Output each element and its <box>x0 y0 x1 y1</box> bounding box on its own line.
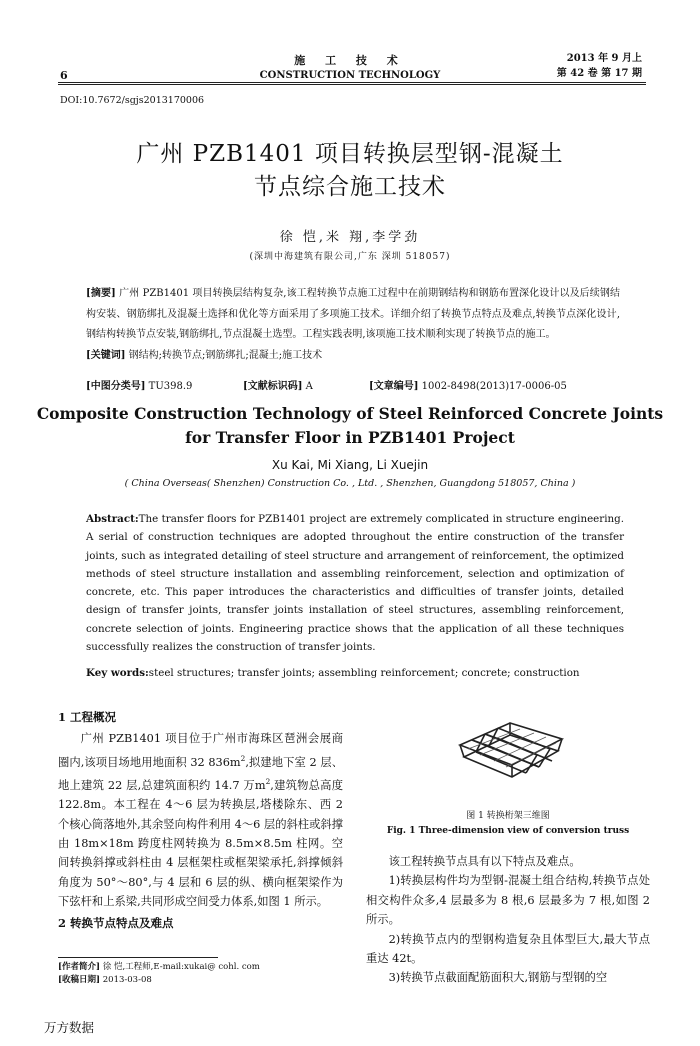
doc-code-value: A <box>305 381 313 392</box>
doc-code-label: [文献标识码] <box>243 381 303 392</box>
title-en-line1: Composite Construction Technology of Steel Reinforced Concrete Joints <box>36 404 664 423</box>
title-cn <box>0 138 700 204</box>
title-cn-line2: 节点综合施工技术 <box>254 174 446 200</box>
issue-info <box>557 51 642 81</box>
section1-paragraph <box>58 729 343 911</box>
article-no-value: 1002-8498(2013)17-0006-05 <box>421 381 567 392</box>
abstract-cn <box>86 284 620 366</box>
journal-name-cn: 施 工 技 术 <box>294 54 406 67</box>
keywords-en <box>86 667 624 679</box>
affiliation-cn: (深圳中海建筑有限公司,广东 深圳 518057) <box>249 252 451 262</box>
received-date-label: [收稿日期] <box>58 975 101 985</box>
keywords-en-label: Key words: <box>86 667 149 679</box>
title-en-line2: for Transfer Floor in PZB1401 Project <box>185 428 515 447</box>
keywords-cn-label: [关键词] <box>86 349 126 361</box>
author-bio-label: [作者简介] <box>58 962 101 972</box>
abstract-en-text: The transfer floors for PZB1401 project are extremely complicated in structure engineering. A serial of construction techniques are adopted throughout the entire construction of the transfer joints, such as integrated detailing of steel structure and arrangement of reinforcement, the optimized methods of steel structure installation and assembling reinforcement, selection and optimization of concrete, etc. This paper introduces the characteristics and difficulties of transfer joints, detailed design of transfer joints, transfer joints installation of steel structures, assembling reinforcement, concrete selection of joints. Engineering practice shows that the application of all these techniques successfully realizes the construction of transfer joints. <box>86 513 624 654</box>
article-no-label: [文章编号] <box>369 381 419 392</box>
figure-1-truss <box>450 705 570 785</box>
section2-intro: 该工程转换节点具有以下特点及难点。 <box>388 855 581 868</box>
superscript-2b: 2 <box>265 776 271 786</box>
watermark: 万方数据 <box>44 1020 95 1035</box>
abstract-en-label: Abstract: <box>86 513 139 525</box>
affiliation-en: ( China Overseas( Shenzhen) Construction Co. , Ltd. , Shenzhen, Guangdong 518057, China ) <box>124 478 576 489</box>
volume-issue: 第 42 卷 第 17 期 <box>556 68 642 79</box>
abstract-cn-text: 广州 PZB1401 项目转换层结构复杂,该工程转换节点施工过程中在前期钢结构和钢筋布置深化设计以及后续钢结构安装、钢筋绑扎及混凝土选择和优化等方面采用了多项施工技术。详细介绍了转换节点特点及难点,转换节点深化设计,钢结构转换节点安装,钢筋绑扎,节点混凝土选型。工程实践表明,该项施工技术顺利实现了转换节点的施工。 <box>86 288 621 340</box>
title-cn-line1: 广州 PZB1401 项目转换层型钢-混凝土 <box>136 141 564 167</box>
section1-text-a: 广州 PZB1401 项目位于广州市海珠区琶洲会展商圈内,该项目场地用地面积 32 836m <box>58 732 343 769</box>
received-date-text: 2013-03-08 <box>102 975 152 985</box>
truss-3d-icon <box>450 705 570 785</box>
footnote-rule <box>58 957 218 958</box>
figure-1-caption-en: Fig. 1 Three-dimension view of conversion truss <box>386 826 630 836</box>
section1-text-c: ,建筑物总高度 122.8m。本工程在 4～6 层为转换层,塔楼除东、西 2 个核心筒落地外,其余竖向构件利用 4～6 层的斜柱或斜撑由 18m×18m 跨度柱网转换为 8.5m×8.5m 柱网。空间转换斜撑或斜柱由 4 层框架柱或框架梁承托,斜撑倾斜角度为 50°～80°,与 4 层和 6 层的纵、横向框架梁作为下弦杆和上系梁,共同形成空间受力体系,如图 1 所示。 <box>58 778 343 909</box>
keywords-en-text: steel structures; transfer joints; assembling reinforcement; concrete; construction <box>148 667 580 679</box>
header-rule-2 <box>58 84 646 85</box>
authors-cn: 徐 恺,米 翔,李学劲 <box>279 230 421 245</box>
issue-date: 2013 年 9 月上 <box>566 53 642 64</box>
keywords-cn-text: 钢结构;转换节点;钢筋绑扎;混凝土;施工技术 <box>128 349 323 361</box>
superscript-2a: 2 <box>240 753 246 763</box>
author-bio-text: 徐 恺,工程师,E-mail:xukai@ cohl. com <box>102 962 260 972</box>
clc-label: [中图分类号] <box>86 381 146 392</box>
figure-1-caption-cn: 图 1 转换桁架三维图 <box>466 811 550 821</box>
section2-item3: 3)转换节点截面配筋面积大,钢筋与型钢的空 <box>388 971 608 985</box>
section2-item2: 2)转换节点内的型钢构造复杂且体型巨大,最大节点重达 42t。 <box>366 932 650 966</box>
section1-heading: 1 工程概况 <box>58 710 117 724</box>
abstract-en <box>86 510 624 656</box>
right-column <box>366 852 650 988</box>
abstract-cn-label: [摘要] <box>86 288 116 299</box>
section2-heading: 2 转换节点特点及难点 <box>58 915 174 930</box>
title-en <box>0 402 700 450</box>
footnote <box>58 961 348 987</box>
classification-row <box>86 377 620 391</box>
authors-en: Xu Kai, Mi Xiang, Li Xuejin <box>271 458 429 472</box>
journal-name-en: CONSTRUCTION TECHNOLOGY <box>259 70 441 81</box>
page-number: 6 <box>60 69 68 82</box>
left-column <box>58 708 343 933</box>
section1-text-b: ,拟建地下室 2 层、地上建筑 22 层,总建筑面积约 14.7 万m <box>58 755 343 792</box>
header-rule <box>58 82 646 83</box>
clc-value: TU398.9 <box>148 381 193 392</box>
doi: DOI:10.7672/sgjs2013170006 <box>60 95 205 106</box>
section2-item1: 1)转换层构件均为型钢-混凝土组合结构,转换节点处相交构件众多,4 层最多为 8 根,6 层最多为 7 根,如图 2 所示。 <box>366 874 650 927</box>
